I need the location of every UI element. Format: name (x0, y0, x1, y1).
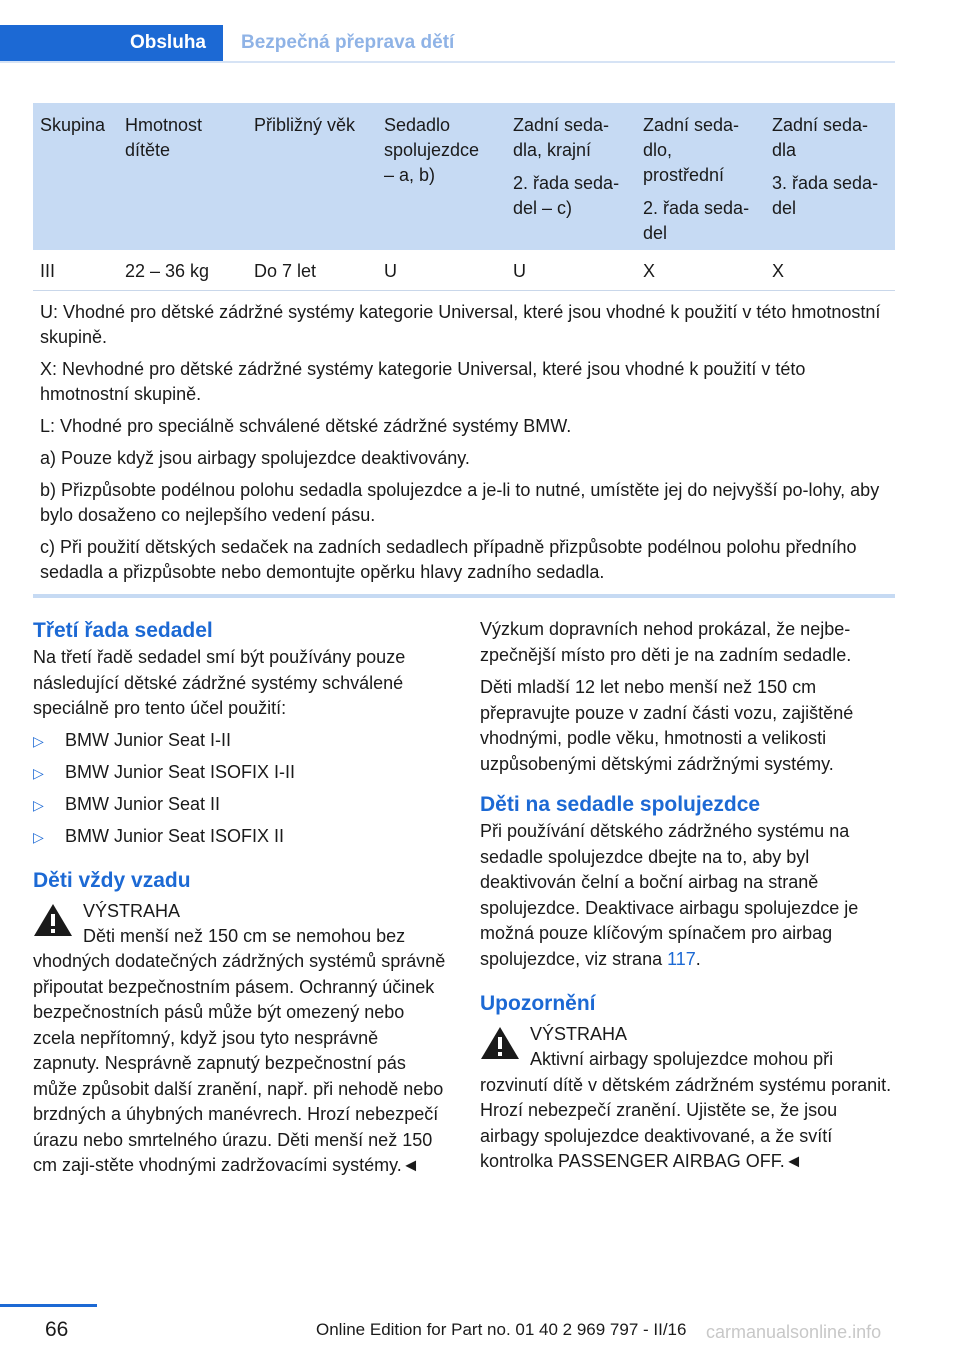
warning-label: VÝSTRAHA (83, 900, 181, 921)
table-header-cell (40, 113, 120, 138)
table-notes (33, 291, 895, 598)
header-text: spolujezdce (384, 140, 480, 160)
warning-text: Děti menší než 150 cm se nemohou bez vhodných dodatečných zádržných systémů správně připoutat bezpečnostním pásem. Ochranný účinek bezpečnostních pásů může být omezený nebo zcela nepřítomný, když jsou tyto nesprávně zapnuty. Nesprávně zapnutý bezpečnostní pás může způsobit další zranění, např. při nehodě nebo brzdných a úhybných manévrech. Hrozí nebezpečí úrazu nebo smrtelného úrazu. Děti menší než 150 cm zaji-stěte vhodnými zadržovacími systémy.◄ (33, 925, 446, 1175)
header-text: del (772, 198, 797, 218)
header-text: Hmotnost (125, 115, 203, 135)
paragraph: Výzkum dopravních nehod prokázal, že nejbe-zpečnější místo pro děti je na zadním sedadle. (480, 619, 852, 665)
header-text: dlo, (643, 140, 673, 160)
table-note: c) Při použití dětských sedaček na zadních sedadlech případně přizpůsobte podélnou polohu předního sedadla a přizpůsobte nebo demontujte opěrku hlavy zadního sedadla. (40, 537, 857, 582)
table-header-cell (125, 113, 245, 163)
breadcrumb[interactable]: Bezpečná přeprava dětí (241, 32, 455, 53)
warning-triangle-icon (480, 1026, 520, 1060)
section-title-passenger-seat: Děti na sedadle spolujezdce (480, 793, 761, 816)
header-text: Zadní seda- (513, 115, 610, 135)
footer-accent-bar (0, 1304, 97, 1307)
page-number: 66 (45, 1318, 69, 1341)
warning-label: VÝSTRAHA (530, 1024, 628, 1044)
table-cell: U (513, 261, 526, 281)
right-column (480, 617, 895, 1175)
left-column (33, 617, 448, 1179)
table-note: X: Nevhodné pro dětské zádržné systémy kategorie Universal, které jsou vhodné k použití v této hmotnostní skupině. (40, 359, 806, 404)
header-tabbar (0, 25, 895, 63)
section-text-part: . (695, 948, 701, 969)
list-item (33, 728, 448, 753)
child-seat-table (33, 103, 895, 598)
warning-triangle-icon (33, 903, 73, 937)
header-text: 2. řada seda- (513, 173, 620, 193)
header-text: 3. řada seda- (772, 173, 879, 193)
table-header (33, 103, 895, 250)
header-text: 2. řada seda- (643, 198, 750, 218)
header-text: dla, krajní (513, 140, 592, 160)
section-title-children-rear: Děti vždy vzadu (33, 868, 191, 892)
warning-text: Aktivní airbagy spolujezdce mohou při rozvinutí dítě v dětském zádržném systému poranit. Hrozí nebezpečí zranění. Ujistěte se, že jsou airbagy spolujezdce deaktivované, a že svítí kontrolka PASSENGER AIRBAG OFF.◄ (480, 1049, 892, 1171)
table-note: b) Přizpůsobte podélnou polohu sedadla spolujezdce a je-li to nutné, umístěte jej do nejvyšší po-lohy, aby bylo dosaženo co nejlepšího vedení pásu. (40, 480, 880, 525)
table-cell: 22 – 36 kg (125, 261, 210, 281)
table-header-cell (384, 113, 509, 188)
paragraph: Děti mladší 12 let nebo menší než 150 cm přepravujte pouze v zadní části vozu, zajištěné vhodnými, podle věku, hmotnosti a velikosti uzpůsobenými dětskými zádržnými systémy. (480, 677, 854, 774)
header-text: Zadní seda- (643, 115, 740, 135)
header-divider (0, 61, 895, 63)
table-cell: X (643, 261, 656, 281)
warning-block (480, 1022, 895, 1175)
section-text: Na třetí řadě sedadel smí být používány pouze následující dětské zádržné systémy schválené speciálně pro tento účel použití: (33, 647, 406, 718)
table-header-cell (643, 113, 768, 246)
list-item-label: BMW Junior Seat II (65, 793, 221, 814)
table-cell: X (772, 261, 785, 281)
section-title-notice: Upozornění (480, 992, 596, 1015)
list-item (33, 760, 448, 785)
header-text: Zadní seda- (772, 115, 869, 135)
section-text (480, 819, 895, 972)
table-header-cell (254, 113, 379, 138)
seat-list (33, 728, 448, 849)
table-cell: Do 7 let (254, 261, 317, 281)
triangle-bullet-icon: ▷ (33, 828, 44, 845)
table-note: a) Pouze když jsou airbagy spolujezdce deaktivovány. (40, 448, 470, 468)
header-text: dítěte (125, 140, 171, 160)
triangle-bullet-icon: ▷ (33, 764, 44, 781)
header-text: Přibližný věk (254, 115, 356, 135)
table-cell: U (384, 261, 397, 281)
header-text: dla (772, 140, 797, 160)
edition-info: Online Edition for Part no. 01 40 2 969 797 - II/16 (316, 1320, 687, 1339)
section-text-part: Při používání dětského zádržného systému na sedadle spolujezdce dbejte na to, aby byl deaktivován čelní a boční airbag na straně spolujezdce. Deaktivace airbagu spolujezdce je možná pouze klíčovým spínačem pro airbag spolujezdce, viz strana (480, 821, 859, 969)
table-header-cell (772, 113, 894, 221)
triangle-bullet-icon: ▷ (33, 796, 44, 813)
header-text: Sedadlo (384, 115, 451, 135)
header-text: Skupina (40, 115, 106, 135)
table-cell: III (40, 261, 56, 281)
section-title-third-row: Třetí řada sedadel (33, 619, 213, 642)
triangle-bullet-icon: ▷ (33, 732, 44, 749)
tab-obsluha[interactable]: Obsluha (0, 25, 223, 61)
watermark: carmanualsonline.info (706, 1322, 882, 1342)
list-item (33, 792, 448, 817)
page-link-117[interactable]: 117 (667, 948, 696, 969)
table-row (33, 250, 895, 291)
header-text: del (643, 223, 668, 243)
header-text: – a, b) (384, 165, 436, 185)
list-item-label: BMW Junior Seat ISOFIX II (65, 825, 285, 846)
table-note: L: Vhodné pro speciálně schválené dětské zádržné systémy BMW. (40, 416, 572, 436)
warning-block (33, 899, 448, 1179)
table-header-cell (513, 113, 638, 221)
list-item-label: BMW Junior Seat ISOFIX I-II (65, 761, 296, 782)
table-note: U: Vhodné pro dětské zádržné systémy kategorie Universal, které jsou vhodné k použití v této hmotnostní skupině. (40, 302, 881, 347)
list-item (33, 824, 448, 849)
header-text: del – c) (513, 198, 573, 218)
list-item-label: BMW Junior Seat I-II (65, 729, 232, 750)
header-text: prostřední (643, 165, 725, 185)
